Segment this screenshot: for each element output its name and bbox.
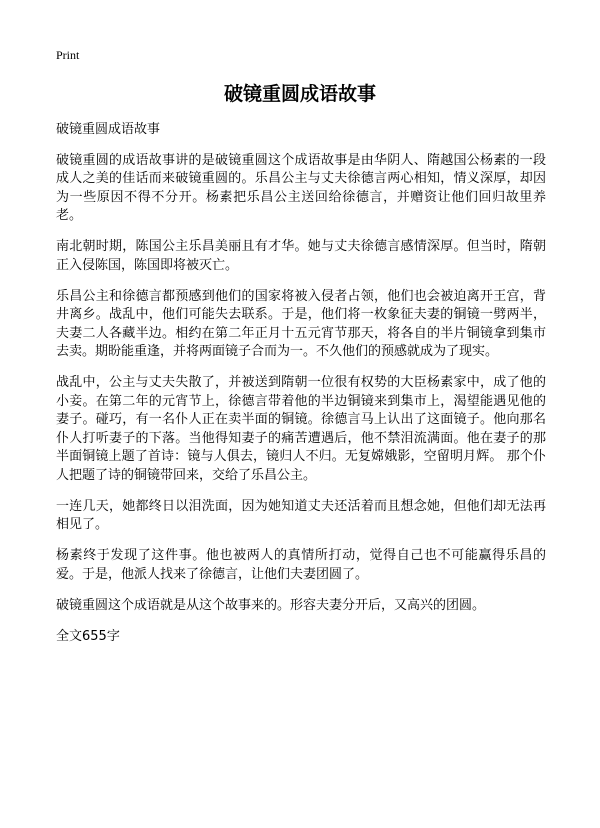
paragraph-3: 乐昌公主和徐德言都预感到他们的国家将被入侵者占领，他们也会被迫离开王宫，背井离乡。战乱中，他们可能失去联系。于是，他们将一枚象征夫妻的铜镜一劈两半，夫妻二人各藏半边。相约在第二年正月十五元宵节那天，将各自的半片铜镜拿到集市去卖。期盼能重逢，并将两面镜子合而为一。不久他们的预感就成为了现实。 (56, 288, 546, 359)
print-link[interactable]: Print (56, 48, 80, 62)
word-count: 全文655字 (56, 628, 120, 644)
paragraph-4: 战乱中，公主与丈夫失散了，并被送到隋朝一位很有权势的大臣杨素家中，成了他的小妾。在第二年的元宵节上，徐德言带着他的半边铜镜来到集市上，渴望能遇见他的妻子。碰巧，有一名仆人正在卖半面的铜镜。徐德言马上认出了这面镜子。他向那名仆人打听妻子的下落。当他得知妻子的痛苦遭遇后，他不禁泪流满面。他在妻子的那半面铜镜上题了首诗：镜与人俱去，镜归人不归。无复嫦娥影，空留明月辉。 那个仆人把题了诗的铜镜带回来，交给了乐昌公主。 (56, 375, 546, 483)
paragraph-1: 破镜重圆的成语故事讲的是破镜重圆这个成语故事是由华阴人、隋越国公杨素的一段成人之美的佳话而来破镜重圆的。乐昌公主与丈夫徐德言两心相知，情义深厚，却因为一些原因不得不分开。杨素把乐昌公主送回给徐德言，并赠资让他们回归故里养老。 (56, 152, 546, 223)
article-body (56, 121, 546, 646)
paragraph-5: 一连几天，她都终日以泪洗面，因为她知道丈夫还活着而且想念她，但他们却无法再相见了。 (56, 498, 546, 532)
paragraph-6: 杨素终于发现了这件事。他也被两人的真情所打动，觉得自己也不可能赢得乐昌的爱。于是，他派人找来了徐德言，让他们夫妻团圆了。 (56, 548, 546, 582)
article-subtitle: 破镜重圆成语故事 (56, 122, 161, 137)
page-title: 破镜重圆成语故事 (223, 83, 376, 105)
paragraph-2: 南北朝时期，陈国公主乐昌美丽且有才华。她与丈夫徐德言感情深厚。但当时，隋朝正入侵陈国，陈国即将被灭亡。 (56, 239, 546, 273)
paragraph-7: 破镜重圆这个成语就是从这个故事来的。形容夫妻分开后，又高兴的团圆。 (56, 597, 486, 613)
